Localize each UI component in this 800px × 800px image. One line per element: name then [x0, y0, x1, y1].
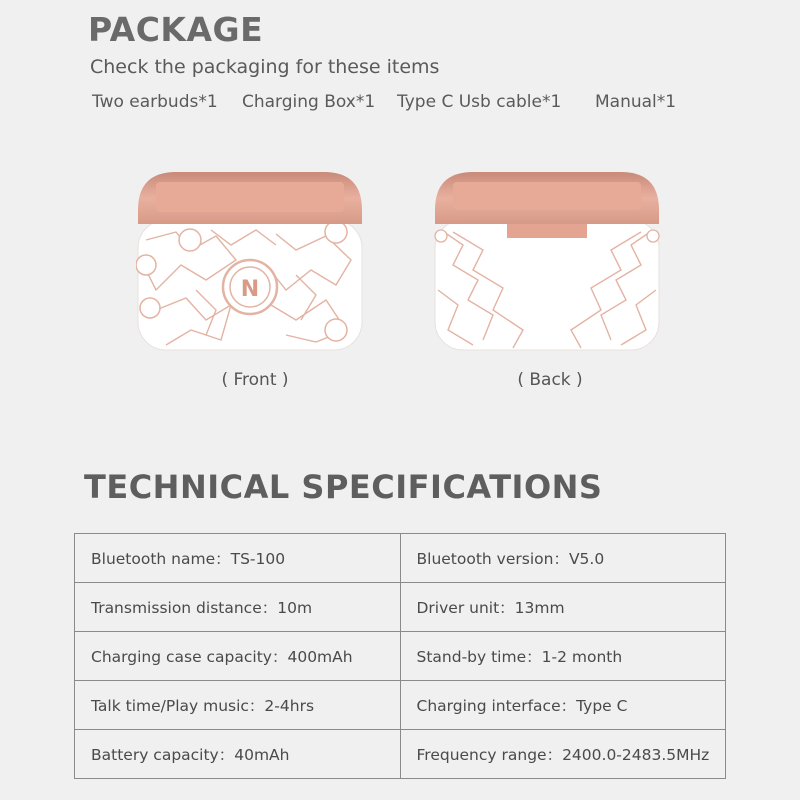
- package-item: Charging Box*1: [242, 92, 376, 112]
- charging-case-back-image: [433, 170, 661, 355]
- specs-title: TECHNICAL SPECIFICATIONS: [84, 468, 603, 506]
- package-subtitle: Check the packaging for these items: [90, 56, 440, 78]
- spec-cell: Stand-by time：1-2 month: [400, 632, 726, 681]
- spec-cell: Frequency range：2400.0-2483.5MHz: [400, 730, 726, 779]
- spec-cell: Transmission distance：10m: [75, 583, 401, 632]
- spec-cell: Charging case capacity：400mAh: [75, 632, 401, 681]
- spec-cell: Driver unit：13mm: [400, 583, 726, 632]
- table-row: [75, 534, 726, 583]
- package-item: Type C Usb cable*1: [397, 92, 562, 112]
- spec-cell: Bluetooth name：TS-100: [75, 534, 401, 583]
- charging-case-front-image: [136, 170, 364, 355]
- spec-cell: Bluetooth version：V5.0: [400, 534, 726, 583]
- table-row: [75, 632, 726, 681]
- table-row: [75, 681, 726, 730]
- package-item: Two earbuds*1: [92, 92, 218, 112]
- package-item: Manual*1: [595, 92, 677, 112]
- spec-cell: Charging interface：Type C: [400, 681, 726, 730]
- spec-cell: Battery capacity：40mAh: [75, 730, 401, 779]
- specs-table: [74, 533, 726, 779]
- table-row: [75, 583, 726, 632]
- spec-cell: Talk time/Play music：2-4hrs: [75, 681, 401, 730]
- svg-text:N: N: [240, 277, 260, 302]
- table-row: [75, 730, 726, 779]
- package-title: PACKAGE: [88, 10, 264, 49]
- front-label: ( Front ): [221, 370, 289, 390]
- back-label: ( Back ): [517, 370, 583, 390]
